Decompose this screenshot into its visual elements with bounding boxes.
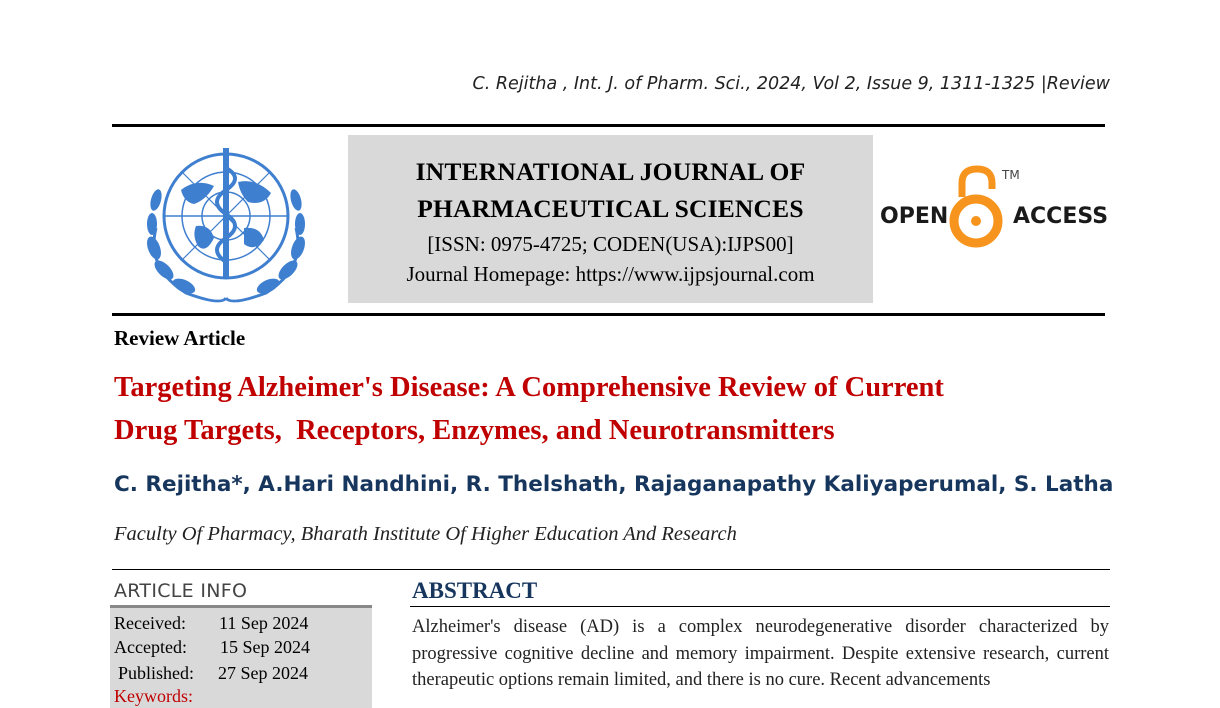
keywords-label: Keywords: [114,686,193,706]
open-lock-icon [954,169,998,243]
article-title [114,366,1114,452]
received-date: 11 Sep 2024 [219,613,309,633]
accepted-row [114,637,310,658]
article-type: Review Article [114,326,246,350]
open-access-right-text: ACCESS [1013,204,1109,229]
affiliation: Faculty Of Pharmacy, Bharath Institute Of Higher Education And Research [114,523,737,545]
published-row [118,663,308,684]
section-divider [112,569,1110,570]
accepted-date: 15 Sep 2024 [220,637,310,657]
journal-homepage: Journal Homepage: https://www.ijpsjournal.com [406,262,815,286]
received-row [114,613,309,634]
published-date: 27 Sep 2024 [218,663,308,683]
author-list: C. Rejitha*, A.Hari Nandhini, R. Thelshath, Rajaganapathy Kaliyaperumal, S. Latha [114,472,1114,497]
received-label: Received: [114,613,186,633]
journal-issn: [ISSN: 0975-4725; CODEN(USA):IJPS00] [427,232,794,256]
journal-title [348,153,873,227]
open-access-left-text: OPEN [880,204,949,229]
header-rule-bottom [112,313,1105,316]
article-title-line2: Drug Targets, Receptors, Enzymes, and Neurotransmitters [114,415,835,446]
open-access-logo [880,165,1110,255]
published-label: Published: [118,663,195,683]
journal-title-line2: PHARMACEUTICAL SCIENCES [417,194,804,223]
article-title-line1: Targeting Alzheimer's Disease: A Comprehensive Review of Current [114,372,944,403]
running-head: C. Rejitha , Int. J. of Pharm. Sci., 2024, Vol 2, Issue 9, 1311-1325 |Review [472,74,1110,94]
header-rule-top [112,124,1105,127]
abstract-text: Alzheimer's disease (AD) is a complex neurodegenerative disorder characterized by progressive cognitive decline and memory impairment. Despite extensive research, current therapeutic options remain limited, and there is no cure. Recent advancements [412,617,1109,690]
article-info-heading: ARTICLE INFO [114,580,248,602]
trademark-text: TM [1002,168,1020,182]
abstract-heading: ABSTRACT [412,578,538,603]
abstract-rule [410,606,1110,607]
journal-header-box [348,135,873,303]
journal-emblem-logo [126,138,326,306]
journal-title-line1: INTERNATIONAL JOURNAL OF [415,157,806,186]
accepted-label: Accepted: [114,637,187,657]
article-info-box [110,605,372,708]
